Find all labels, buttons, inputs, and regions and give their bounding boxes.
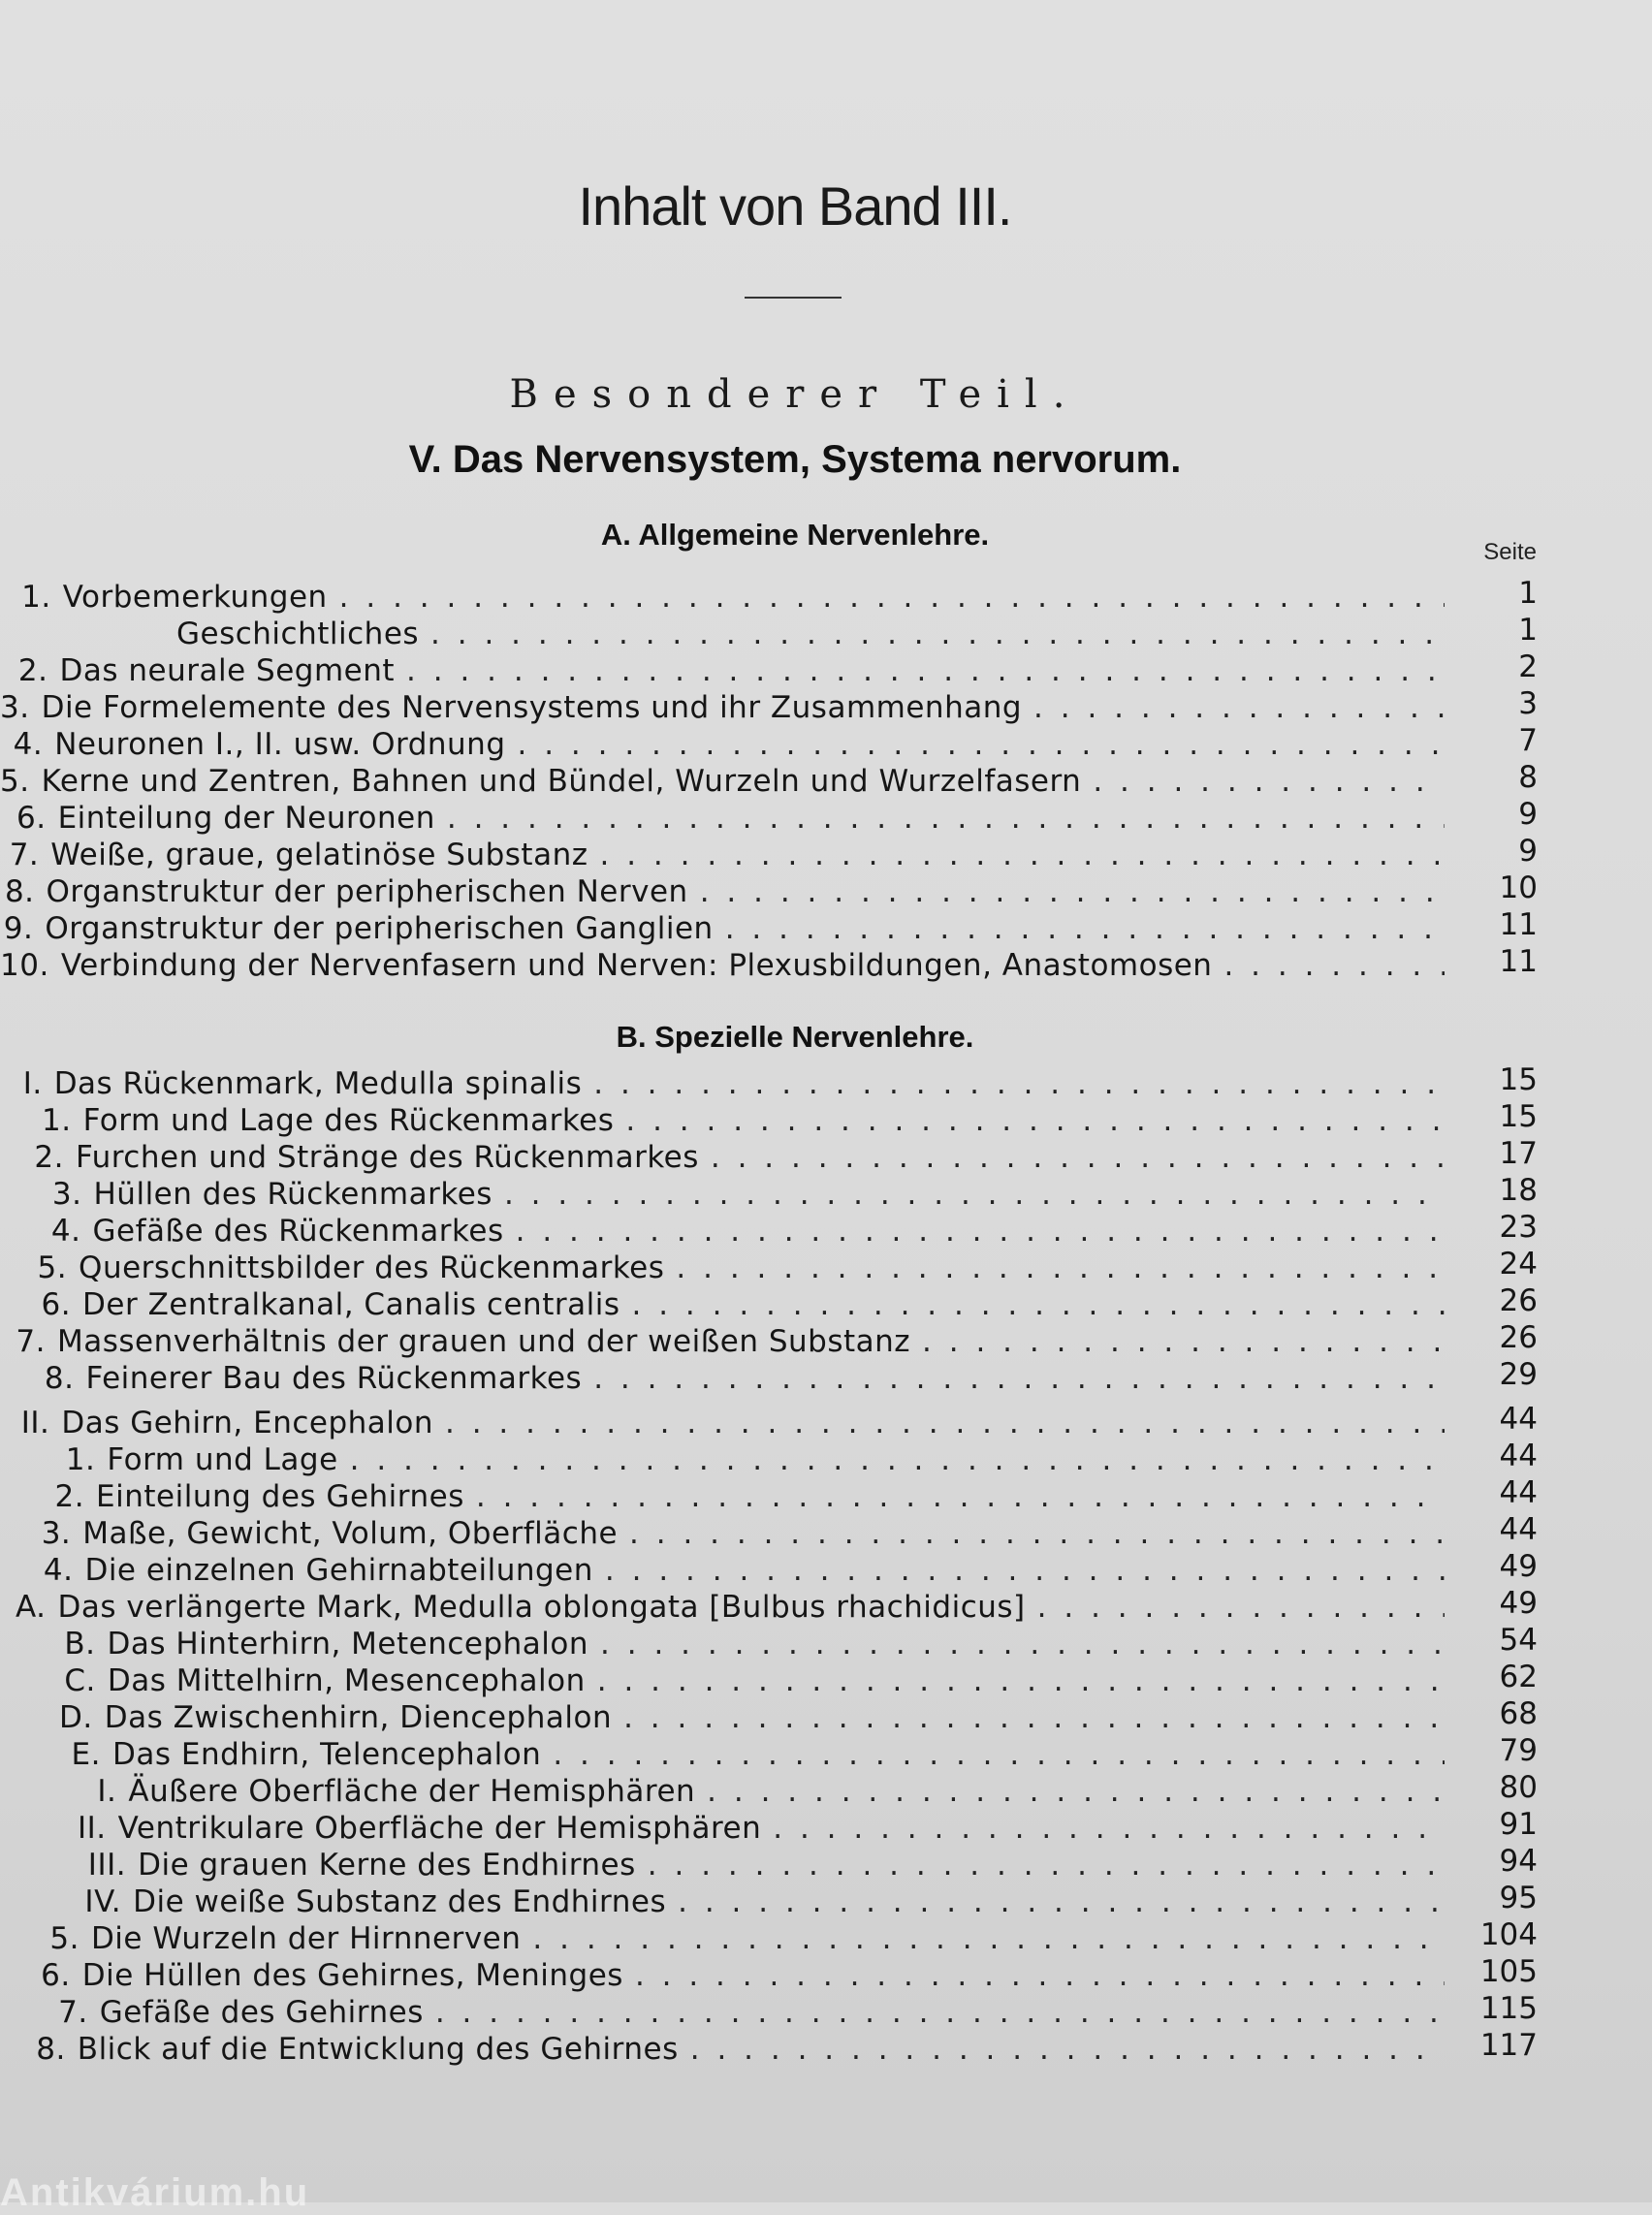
toc-entry-number: 7. <box>16 1324 46 1359</box>
toc-page-number: 17 <box>1499 1136 1538 1171</box>
toc-dot-leader <box>629 1516 1445 1551</box>
toc-entry <box>0 690 1454 727</box>
toc-entry-number: II. <box>20 1406 50 1440</box>
toc-page-number: 79 <box>1499 1733 1538 1768</box>
toc-dot-leader <box>1093 764 1445 799</box>
toc-entry-number: 6. <box>16 801 47 836</box>
toc-page-number: 80 <box>1499 1770 1538 1805</box>
toc-entry <box>0 1553 1454 1590</box>
toc-dot-leader <box>678 1884 1445 1919</box>
toc-dot-leader <box>600 1627 1445 1661</box>
toc-entry-number: A. <box>16 1590 47 1625</box>
toc-dot-leader <box>553 1737 1445 1772</box>
toc-entry-label: Die Wurzeln der Hirnnerven <box>90 1921 522 1956</box>
toc-entry <box>0 1250 1454 1287</box>
toc-entry-number: 7. <box>9 838 40 872</box>
toc-entry-label: Feinerer Bau des Rückenmarkes <box>85 1361 583 1396</box>
toc-entry-label: Das Mittelhirn, Mesencephalon <box>107 1663 586 1698</box>
toc-entry-number: III. <box>87 1848 127 1883</box>
toc-dot-leader <box>504 1177 1445 1212</box>
toc-entry <box>0 1921 1454 1958</box>
toc-page-number: 26 <box>1499 1320 1538 1355</box>
toc-entry <box>0 764 1454 801</box>
toc-page-number: 104 <box>1479 1917 1538 1952</box>
toc-dot-leader <box>773 1811 1445 1846</box>
toc-entry-number: E. <box>71 1737 101 1772</box>
toc-entry <box>0 1287 1454 1324</box>
toc-page-number: 2 <box>1518 649 1538 684</box>
toc-page-number: 91 <box>1499 1807 1538 1842</box>
toc-entry <box>0 948 1454 985</box>
toc-entry-number: 1. <box>21 580 51 615</box>
toc-dot-leader <box>593 1066 1445 1101</box>
toc-entry <box>0 1995 1454 2032</box>
toc-entry <box>0 1811 1454 1848</box>
toc-entry-label: Ventrikulare Oberfläche der Hemisphären <box>117 1811 762 1846</box>
toc-entry-number: 6. <box>41 1958 71 1993</box>
toc-page-number: 44 <box>1499 1402 1538 1437</box>
toc-entry-number: 4. <box>50 1214 81 1249</box>
toc-entry-number: 5. <box>49 1921 79 1956</box>
toc-entry-label: Das Rückenmark, Medulla spinalis <box>53 1066 583 1101</box>
section-a-heading: A. Allgemeine Nervenlehre. <box>600 518 990 552</box>
toc-entry <box>0 727 1454 764</box>
toc-entry <box>0 1590 1454 1627</box>
toc-entry <box>0 1140 1454 1177</box>
toc-entry-label: Gefäße des Rückenmarkes <box>92 1214 504 1249</box>
section-b-heading: B. Spezielle Nervenlehre. <box>616 1020 974 1054</box>
toc-dot-leader <box>516 1214 1445 1249</box>
toc-dot-leader <box>676 1250 1445 1285</box>
toc-page-number: 8 <box>1518 760 1538 795</box>
toc-dot-leader <box>339 580 1445 615</box>
toc-entry <box>0 1958 1454 1995</box>
toc-dot-leader <box>625 1103 1445 1138</box>
toc-entry <box>0 1737 1454 1774</box>
toc-entry <box>0 1324 1454 1361</box>
toc-dot-leader <box>690 2032 1445 2067</box>
toc-page-number: 44 <box>1499 1475 1538 1510</box>
toc-page-number: 94 <box>1499 1844 1538 1879</box>
toc-page-number: 18 <box>1499 1173 1538 1208</box>
toc-entry <box>0 1848 1454 1884</box>
toc-entry <box>176 617 1454 653</box>
toc-page-number: 105 <box>1479 1954 1538 1989</box>
toc-page-number: 7 <box>1518 723 1538 758</box>
toc-entry-number: 2. <box>34 1140 64 1175</box>
toc-entry-label: Organstruktur der peripherischen Ganglien <box>45 911 714 946</box>
toc-dot-leader <box>430 617 1445 651</box>
toc-entry <box>0 911 1454 948</box>
system-heading: V. Das Nervensystem, Systema nervorum. <box>408 438 1182 481</box>
toc-page-number: 15 <box>1499 1062 1538 1097</box>
toc-page-number: 44 <box>1499 1512 1538 1547</box>
toc-page-number: 62 <box>1499 1660 1538 1694</box>
toc-dot-leader <box>725 911 1445 946</box>
toc-entry-number: 8. <box>36 2032 66 2067</box>
toc-dot-leader <box>623 1700 1445 1735</box>
toc-entry <box>0 1442 1454 1479</box>
toc-entry <box>0 874 1454 911</box>
toc-page-number: 117 <box>1479 2028 1538 2063</box>
toc-entry-number: B. <box>64 1627 96 1661</box>
toc-entry-label: Das Gehirn, Encephalon <box>61 1406 434 1440</box>
toc-entry-number: 2. <box>54 1479 85 1514</box>
toc-entry <box>0 1066 1454 1103</box>
toc-entry-label: Der Zentralkanal, Canalis centralis <box>82 1287 620 1322</box>
toc-entry-label: Maße, Gewicht, Volum, Oberfläche <box>82 1516 619 1551</box>
toc-dot-leader <box>648 1848 1445 1883</box>
toc-entry-label: Geschichtliches <box>176 617 420 651</box>
toc-dot-leader <box>593 1361 1445 1396</box>
toc-page-number: 11 <box>1499 944 1538 979</box>
toc-entry-label: Die weiße Substanz des Endhirnes <box>133 1884 667 1919</box>
toc-dot-leader <box>406 653 1445 688</box>
toc-entry <box>0 580 1454 617</box>
toc-entry-label: Verbindung der Nervenfasern und Nerven: Plexusbildungen, Anastomosen <box>60 948 1213 983</box>
toc-entry <box>0 1177 1454 1214</box>
toc-entry <box>0 1479 1454 1516</box>
toc-entry-label: Die einzelnen Gehirnabteilungen <box>84 1553 593 1588</box>
toc-dot-leader <box>1223 948 1445 983</box>
toc-entry <box>0 1361 1454 1398</box>
toc-page-number: 29 <box>1499 1357 1538 1392</box>
toc-dot-leader <box>447 801 1445 836</box>
toc-entry-label: Querschnittsbilder des Rückenmarkes <box>79 1250 665 1285</box>
toc-entry-number: 8. <box>4 874 35 909</box>
toc-page-number: 68 <box>1499 1696 1538 1731</box>
toc-entry <box>0 1884 1454 1921</box>
toc-entry-label: Einteilung der Neuronen <box>57 801 435 836</box>
toc-entry-label: Weiße, graue, gelatinöse Substanz <box>50 838 588 872</box>
toc-entry-number: 1. <box>42 1103 72 1138</box>
toc-entry-number: 2. <box>17 653 48 688</box>
title-rule <box>745 297 842 299</box>
toc-dot-leader <box>476 1479 1445 1514</box>
toc-entry-number: 10. <box>0 948 49 983</box>
toc-dot-leader <box>711 1140 1445 1175</box>
toc-entry <box>0 1774 1454 1811</box>
toc-entry-number: 5. <box>0 764 30 799</box>
toc-dot-leader <box>700 874 1445 909</box>
toc-entry <box>0 801 1454 838</box>
toc-entry-label: Das verlängerte Mark, Medulla oblongata [Bulbus rhachidicus] <box>57 1590 1026 1625</box>
toc-entry <box>0 653 1454 690</box>
toc-entry-number: I. <box>97 1774 117 1809</box>
toc-entry-label: Die Hüllen des Gehirnes, Meninges <box>81 1958 623 1993</box>
toc-entry-label: Das neurale Segment <box>59 653 396 688</box>
toc-dot-leader <box>532 1921 1445 1956</box>
toc-entry <box>0 1103 1454 1140</box>
page-title: Inhalt von Band III. <box>578 175 1012 237</box>
toc-dot-leader <box>707 1774 1445 1809</box>
toc-entry-number: C. <box>64 1663 96 1698</box>
toc-entry-label: Das Zwischenhirn, Diencephalon <box>104 1700 613 1735</box>
toc-page-number: 3 <box>1518 686 1538 721</box>
toc-page-number: 49 <box>1499 1586 1538 1621</box>
toc-entry <box>0 1406 1454 1442</box>
toc-page-number: 49 <box>1499 1549 1538 1584</box>
toc-entry-number: 6. <box>41 1287 72 1322</box>
toc-entry-number: 8. <box>44 1361 75 1396</box>
toc-page-number: 44 <box>1499 1439 1538 1473</box>
toc-entry-label: Das Hinterhirn, Metencephalon <box>107 1627 589 1661</box>
toc-entry-number: I. <box>22 1066 43 1101</box>
toc-entry-number: 4. <box>43 1553 74 1588</box>
toc-dot-leader <box>1037 1590 1445 1625</box>
toc-entry-number: 7. <box>58 1995 88 2030</box>
toc-dot-leader <box>597 1663 1445 1698</box>
toc-entry-label: Kerne und Zentren, Bahnen und Bündel, Wurzeln und Wurzelfasern <box>41 764 1082 799</box>
toc-entry <box>0 1700 1454 1737</box>
toc-dot-leader <box>445 1406 1445 1440</box>
toc-entry-label: Furchen und Stränge des Rückenmarkes <box>75 1140 699 1175</box>
toc-entry-label: Einteilung des Gehirnes <box>96 1479 464 1514</box>
toc-page-number: 11 <box>1499 907 1538 942</box>
toc-entry <box>0 838 1454 874</box>
toc-page-number: 9 <box>1518 797 1538 832</box>
toc-entry-label: Die grauen Kerne des Endhirnes <box>138 1848 636 1883</box>
toc-entry-number: 3. <box>41 1516 72 1551</box>
toc-dot-leader <box>435 1995 1445 2030</box>
toc-entry-label: Äußere Oberfläche der Hemisphären <box>128 1774 696 1809</box>
toc-entry <box>0 2032 1454 2069</box>
toc-page-number: 115 <box>1479 1991 1538 2026</box>
toc-page-number: 24 <box>1499 1247 1538 1282</box>
toc-dot-leader <box>631 1287 1445 1322</box>
toc-entry-number: 5. <box>37 1250 68 1285</box>
toc-entry-label: Hüllen des Rückenmarkes <box>93 1177 492 1212</box>
toc-entry-number: 3. <box>51 1177 82 1212</box>
toc-entry <box>0 1663 1454 1700</box>
toc-entry-label: Form und Lage <box>107 1442 338 1477</box>
toc-entry-number: II. <box>77 1811 107 1846</box>
toc-entry-number: 1. <box>65 1442 96 1477</box>
part-heading: Besonderer Teil. <box>509 372 1081 417</box>
toc-page-number: 9 <box>1518 834 1538 869</box>
toc-dot-leader <box>600 838 1446 872</box>
seite-label: Seite <box>1483 539 1537 565</box>
toc-entry-label: Form und Lage des Rückenmarkes <box>82 1103 615 1138</box>
toc-entry-number: 4. <box>13 727 44 762</box>
toc-page-number: 15 <box>1499 1099 1538 1134</box>
toc-dot-leader <box>605 1553 1445 1588</box>
toc-entry <box>0 1627 1454 1663</box>
toc-page-number: 54 <box>1499 1623 1538 1658</box>
toc-entry-label: Blick auf die Entwicklung des Gehirnes <box>77 2032 679 2067</box>
toc-entry-number: IV. <box>84 1884 122 1919</box>
toc-entry-label: Das Endhirn, Telencephalon <box>111 1737 542 1772</box>
toc-page-number: 95 <box>1499 1881 1538 1915</box>
toc-page-number: 1 <box>1518 576 1538 611</box>
toc-entry-label: Die Formelemente des Nervensystems und ihr Zusammenhang <box>41 690 1023 725</box>
toc-page-number: 26 <box>1499 1283 1538 1318</box>
toc-page-number: 10 <box>1499 870 1538 905</box>
toc-dot-leader <box>518 727 1446 762</box>
toc-entry-number: 9. <box>3 911 34 946</box>
watermark: Antikvárium.hu <box>0 2171 310 2214</box>
toc-entry-label: Organstruktur der peripherischen Nerven <box>46 874 688 909</box>
toc-dot-leader <box>922 1324 1445 1359</box>
toc-page-number: 23 <box>1499 1210 1538 1245</box>
toc-entry-label: Massenverhältnis der grauen und der weißen Substanz <box>56 1324 911 1359</box>
toc-entry <box>0 1214 1454 1250</box>
toc-entry-number: 3. <box>0 690 30 725</box>
toc-page-number: 1 <box>1518 613 1538 648</box>
toc-dot-leader <box>350 1442 1445 1477</box>
toc-dot-leader <box>1033 690 1445 725</box>
toc-entry <box>0 1516 1454 1553</box>
toc-entry-label: Neuronen I., II. usw. Ordnung <box>54 727 506 762</box>
toc-dot-leader <box>635 1958 1445 1993</box>
toc-entry-label: Vorbemerkungen <box>62 580 328 615</box>
toc-entry-label: Gefäße des Gehirnes <box>99 1995 424 2030</box>
toc-entry-number: D. <box>59 1700 93 1735</box>
